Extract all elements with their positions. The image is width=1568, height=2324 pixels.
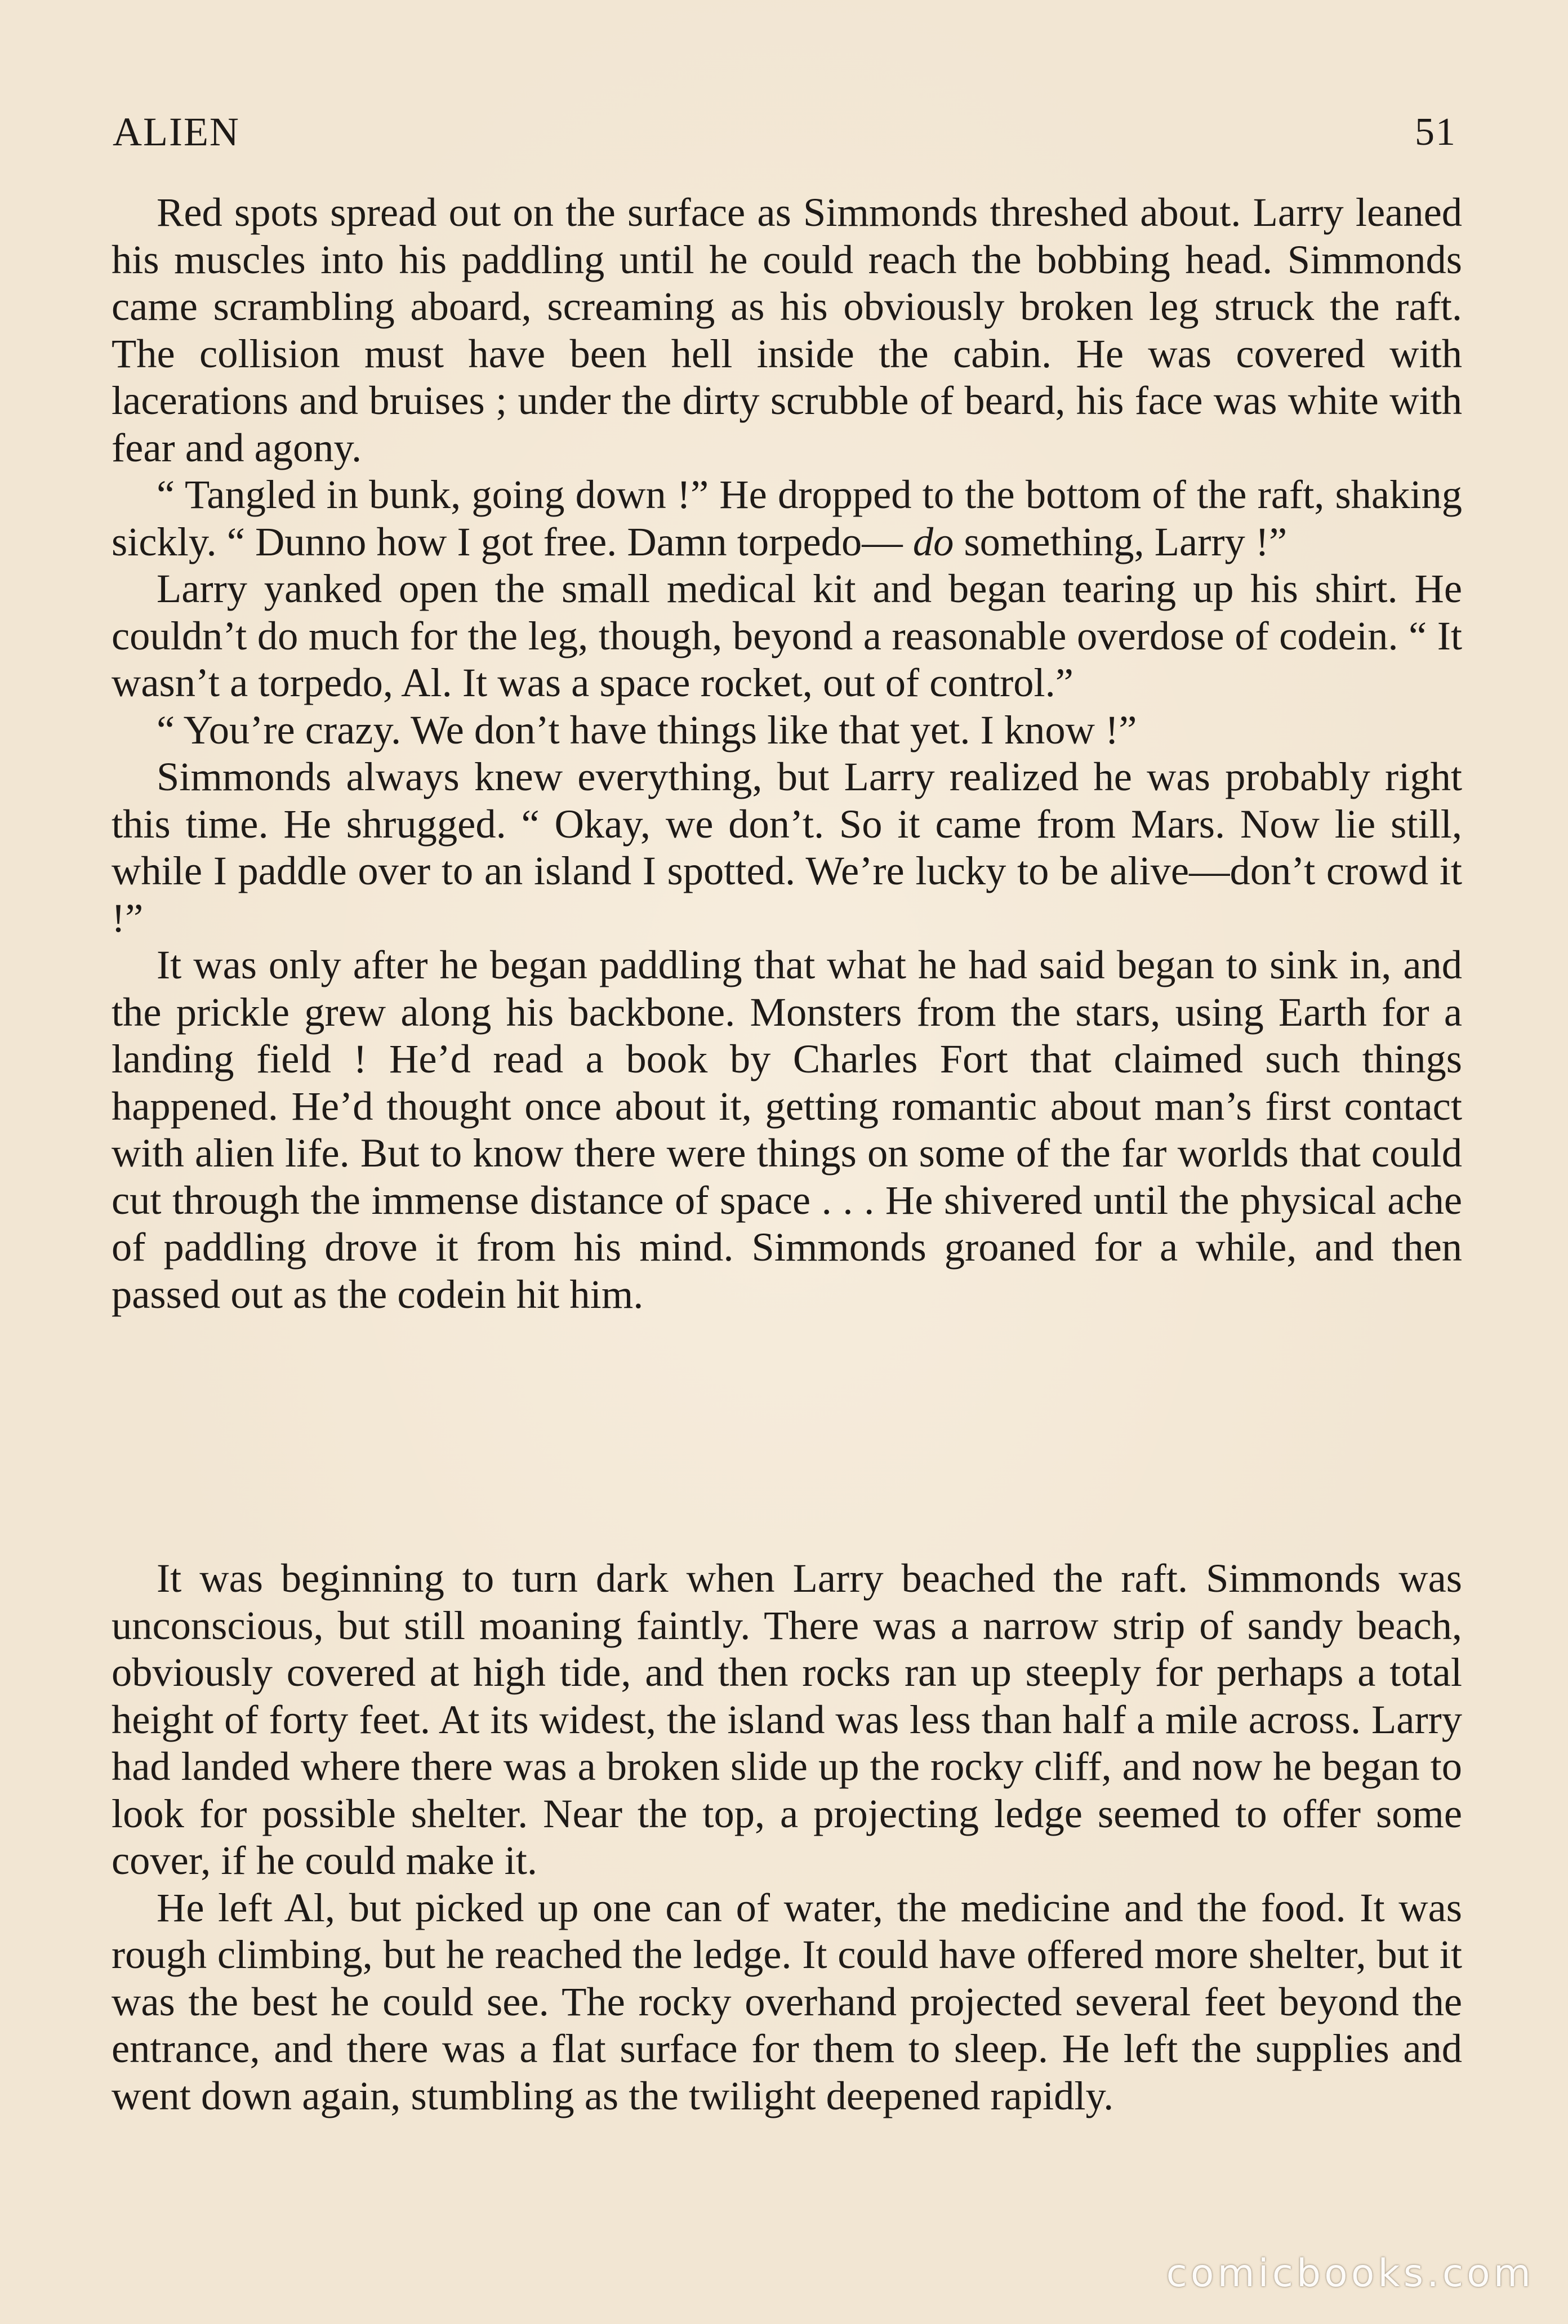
paragraph: Red spots spread out on the surface as Simmonds threshed about. Larry leaned his muscles into his paddling until he could reach the bobbing head. Simmonds came scrambling aboard, screaming as his obviously broken leg struck the raft. The collision must have been hell inside the cabin. He was covered with lacerations and bruises ; under the dirty scrubble of beard, his face was white with fear and agony. (112, 189, 1462, 470)
running-title: ALIEN (113, 109, 240, 154)
paragraph-text: something, Larry !” (954, 518, 1288, 564)
paragraph (112, 471, 1462, 565)
paragraph: It was only after he began paddling that what he had said began to sink in, and the prickle grew along his backbone. Monsters from the stars, using Earth for a landing field ! He’d read a book by Charles Fort that claimed such things happened. He’d thought once about it, getting romantic about man’s first contact with alien life. But to know there were things on some of the far worlds that could cut through the immense distance of space . . . He shivered until the physical ache of paddling drove it from his mind. Simmonds groaned for a while, and then passed out as the codein hit him. (112, 942, 1462, 1317)
italic-word: do (912, 518, 954, 564)
text-section-1 (112, 189, 1462, 1317)
watermark-logo: comicbooks.com (1166, 2251, 1534, 2296)
paragraph-text: “ Tangled in bunk, going down !” He dropped to the bottom of the raft, shaking sickly. “ Dunno how I got free. Damn torpedo— (112, 471, 1462, 564)
paragraph: Simmonds always knew everything, but Larry realized he was probably right this time. He shrugged. “ Okay, we don’t. So it came from Mars. Now lie still, while I paddle over to an island I spotted. We’re lucky to be alive—don’t crowd it !” (112, 754, 1462, 941)
paragraph: Larry yanked open the small medical kit and began tearing up his shirt. He couldn’t do much for the leg, though, beyond a reasonable overdose of codein. “ It wasn’t a torpedo, Al. It was a space rocket, out of control.” (112, 566, 1462, 705)
page-number: 51 (1415, 110, 1456, 154)
text-section-2 (112, 1555, 1462, 2119)
paragraph: He left Al, but picked up one can of water, the medicine and the food. It was rough climbing, but he reached the ledge. It could have offered more shelter, but it was the best he could see. The rocky overhand projected several feet beyond the entrance, and there was a flat surface for them to sleep. He left the supplies and went down again, stumbling as the twilight deepened rapidly. (112, 1884, 1462, 2118)
running-header (113, 96, 1456, 152)
paragraph: “ You’re crazy. We don’t have things like that yet. I know !” (157, 706, 1137, 753)
paragraph: It was beginning to turn dark when Larry beached the raft. Simmonds was unconscious, but still moaning faintly. There was a narrow strip of sandy beach, obviously covered at high tide, and then rocks ran up steeply for perhaps a total height of forty feet. At its widest, the island was less than half a mile across. Larry had landed where there was a broken slide up the rocky cliff, and now he began to look for possible shelter. Near the top, a projecting ledge seemed to offer some cover, if he could make it. (112, 1555, 1462, 1883)
